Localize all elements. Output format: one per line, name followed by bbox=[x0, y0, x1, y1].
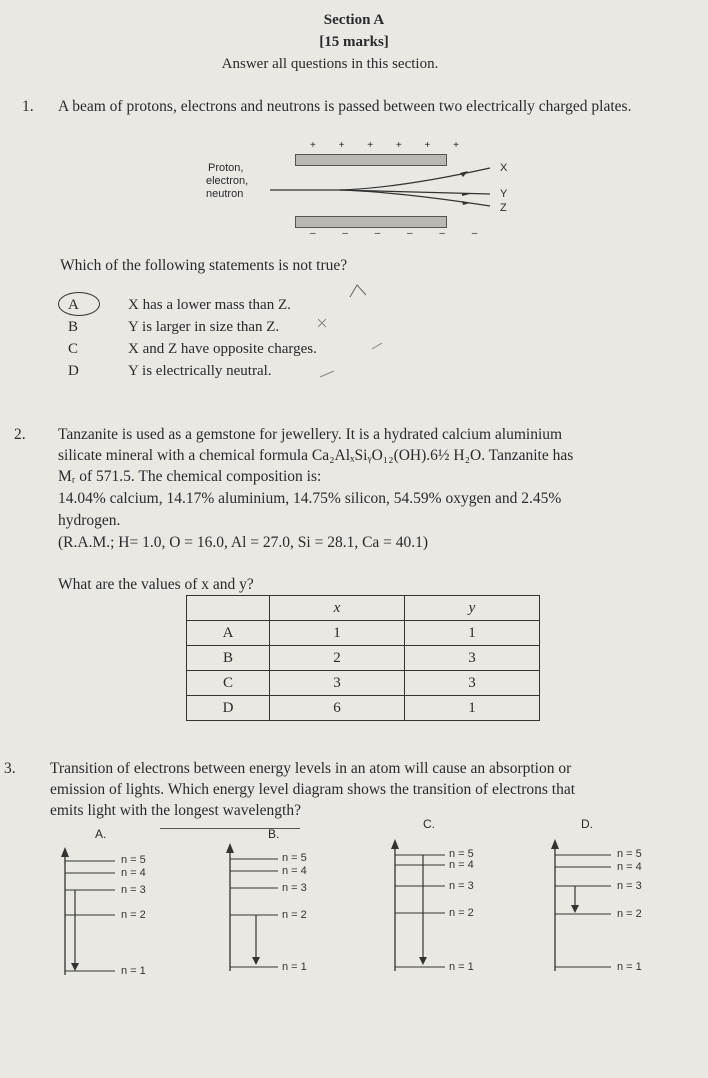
table-header: x bbox=[270, 596, 405, 621]
table-cell: B bbox=[187, 646, 270, 671]
section-title: Section A bbox=[323, 12, 385, 28]
beam-label-proton: Proton, bbox=[208, 162, 244, 174]
beam-label-electron: electron, bbox=[206, 175, 249, 187]
option-text: Y is larger in size than Z. bbox=[128, 319, 280, 335]
q3-number: 3. bbox=[4, 760, 16, 777]
option-text: X has a lower mass than Z. bbox=[128, 297, 291, 313]
level-label: n = 1 bbox=[617, 961, 642, 973]
q1-question: Which of the following statements is not true? bbox=[60, 257, 348, 274]
table-row[interactable] bbox=[187, 621, 540, 646]
energy-diagram-b[interactable] bbox=[220, 825, 350, 985]
q1-deflection-diagram bbox=[200, 140, 540, 250]
pencil-marks bbox=[310, 275, 390, 385]
energy-level-lines bbox=[545, 815, 685, 980]
option-letter: A bbox=[68, 297, 79, 313]
q2-line6: (R.A.M.; H= 1.0, O = 16.0, Al = 27.0, Si = 28.1, Ca = 40.1) bbox=[58, 534, 429, 551]
table-cell: A bbox=[187, 621, 270, 646]
marks-label: [15 marks] bbox=[319, 34, 389, 50]
energy-diagram-a[interactable] bbox=[55, 825, 185, 985]
ray-x-label: X bbox=[500, 162, 508, 174]
level-label: n = 2 bbox=[449, 907, 474, 919]
level-label: n = 5 bbox=[121, 854, 146, 866]
beam-label-neutron: neutron bbox=[206, 188, 244, 200]
table-cell: 1 bbox=[405, 621, 540, 646]
q1-stem: A beam of protons, electrons and neutrons is passed between two electrically charged plates. bbox=[58, 98, 632, 115]
q2-number: 2. bbox=[14, 426, 26, 443]
energy-level-lines bbox=[385, 815, 515, 980]
q2-line3: Mᵣ of 571.5. The chemical composition is: bbox=[58, 468, 322, 485]
table-row[interactable] bbox=[187, 671, 540, 696]
diagram-label: A. bbox=[95, 827, 107, 841]
table-cell: 3 bbox=[270, 671, 405, 696]
positive-plate-charges: + + + + + + bbox=[310, 140, 469, 151]
diagram-label: C. bbox=[423, 817, 435, 831]
diagram-label: B. bbox=[268, 827, 280, 841]
q3-line3: emits light with the longest wavelength? bbox=[50, 802, 301, 819]
level-label: n = 3 bbox=[121, 884, 146, 896]
table-cell: 2 bbox=[270, 646, 405, 671]
table-row[interactable] bbox=[187, 646, 540, 671]
level-label: n = 3 bbox=[282, 882, 307, 894]
level-label: n = 5 bbox=[617, 848, 642, 860]
level-label: n = 2 bbox=[282, 909, 307, 921]
q1-number: 1. bbox=[22, 98, 34, 115]
energy-level-lines bbox=[55, 825, 185, 985]
table-cell: 6 bbox=[270, 696, 405, 721]
table-cell: 3 bbox=[405, 671, 540, 696]
level-label: n = 1 bbox=[121, 965, 146, 977]
level-label: n = 3 bbox=[449, 880, 474, 892]
level-label: n = 1 bbox=[282, 961, 307, 973]
q3-line2: emission of lights. Which energy level diagram shows the transition of electrons that bbox=[50, 781, 576, 798]
option-letter: D bbox=[68, 363, 79, 379]
table-cell: 1 bbox=[270, 621, 405, 646]
table-cell: D bbox=[187, 696, 270, 721]
energy-diagram-c[interactable] bbox=[385, 815, 515, 980]
option-text: Y is electrically neutral. bbox=[128, 363, 272, 379]
q2-line5: hydrogen. bbox=[58, 512, 121, 529]
level-label: n = 4 bbox=[282, 865, 307, 877]
level-label: n = 4 bbox=[449, 859, 474, 871]
level-label: n = 4 bbox=[617, 861, 642, 873]
level-label: n = 5 bbox=[449, 848, 474, 860]
option-text: X and Z have opposite charges. bbox=[128, 341, 317, 357]
section-instruction: Answer all questions in this section. bbox=[221, 56, 439, 72]
energy-diagram-d[interactable] bbox=[545, 815, 685, 980]
table-cell: 3 bbox=[405, 646, 540, 671]
level-label: n = 4 bbox=[121, 867, 146, 879]
answer-circle-mark bbox=[58, 292, 100, 316]
q3-line1: Transition of electrons between energy levels in an atom will cause an absorption or bbox=[50, 760, 572, 777]
ray-y-label: Y bbox=[500, 188, 508, 200]
level-label: n = 2 bbox=[617, 908, 642, 920]
ray-z-label: Z bbox=[500, 202, 507, 214]
table-row[interactable] bbox=[187, 696, 540, 721]
table-cell: 1 bbox=[405, 696, 540, 721]
level-label: n = 1 bbox=[449, 961, 474, 973]
table-cell: C bbox=[187, 671, 270, 696]
diagram-label: D. bbox=[581, 817, 593, 831]
q2-line4: 14.04% calcium, 14.17% aluminium, 14.75% silicon, 54.59% oxygen and 2.45% bbox=[58, 490, 562, 507]
negative-plate-charges: – – – – – – bbox=[310, 228, 490, 239]
table-header bbox=[187, 596, 270, 621]
option-letter: C bbox=[68, 341, 79, 357]
deflection-rays bbox=[200, 140, 540, 250]
level-label: n = 3 bbox=[617, 880, 642, 892]
q2-line2: silicate mineral with a chemical formula Ca₂AlₓSiᵧO₁₂(OH).6½ H₂O. Tanzanite has bbox=[58, 447, 574, 464]
q2-options-table bbox=[186, 595, 540, 721]
level-label: n = 5 bbox=[282, 852, 307, 864]
table-header: y bbox=[405, 596, 540, 621]
q2-line1: Tanzanite is used as a gemstone for jewellery. It is a hydrated calcium aluminium bbox=[58, 426, 563, 443]
level-label: n = 2 bbox=[121, 909, 146, 921]
table-header-row bbox=[187, 596, 540, 621]
q2-question: What are the values of x and y? bbox=[58, 576, 254, 593]
option-letter: B bbox=[68, 319, 79, 335]
